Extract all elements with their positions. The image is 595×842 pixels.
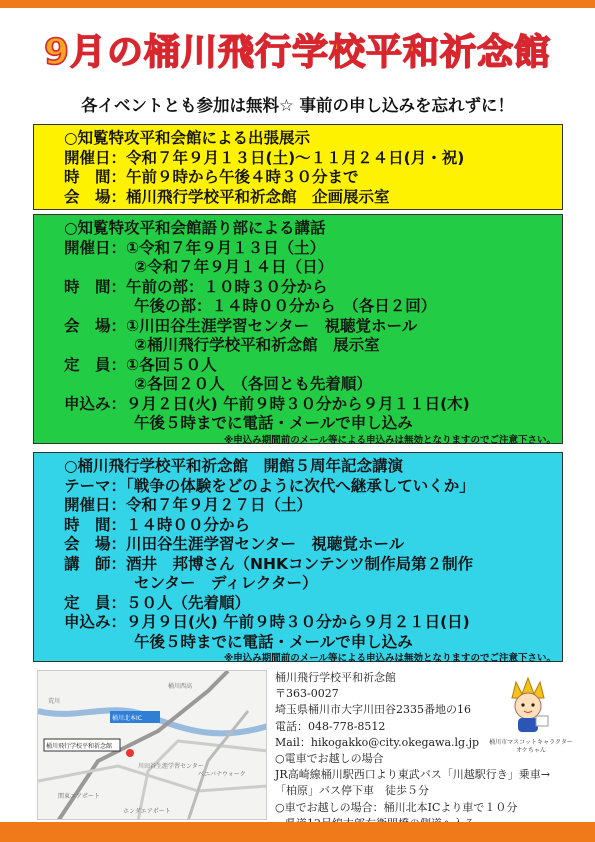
event-apply: 午後５時までに電話・メールで申し込み: [134, 632, 413, 651]
event-capacity: 定 員：①各回５０人: [64, 355, 217, 374]
event-exhibition-box: [33, 124, 563, 210]
event-capacity: 定 員：５０人（先着順）: [64, 593, 251, 612]
event-apply: 申込み：９月９日(火) 午前９時３０分から９月２１日(日): [64, 613, 470, 631]
bottom-accent-bar: [0, 822, 595, 842]
mascot-caption-line: 桶川市マスコットキャラクター: [489, 739, 573, 746]
event-venue: ②桶川飛行学校平和祈念館 展示室: [134, 336, 380, 354]
event-theme: テーマ：「戦争の体験をどのように次代へ継承していくか」: [64, 476, 475, 495]
access-map: [37, 670, 267, 820]
access-train-line1: JR高崎線桶川駅西口より東武バス「川越駅行き」乗車→: [275, 768, 550, 782]
event-date: 開催日：令和７年９月１３日(土)～１１月２４日(月・祝): [64, 148, 465, 167]
contact-mail[interactable]: Mail：hikogakko@city.okegawa.lg.jp: [275, 735, 480, 749]
event-venue: 会 場：桶川飛行学校平和祈念館 企画展示室: [64, 187, 390, 206]
access-train-line2: 「柏原」バス停下車 徒歩５分: [275, 784, 429, 798]
event-apply: 申込み：９月２日(火) 午前９時３０分から９月１１日(木): [64, 394, 470, 413]
event-speaker: センター ディレクター）: [134, 574, 318, 592]
mascot-caption: [486, 739, 576, 755]
map-label-ic: 桶川北本IC: [112, 715, 142, 722]
contact-phone: 電話：048-778-8512: [275, 719, 386, 733]
mascot-name: オケちゃん: [516, 747, 546, 754]
contact-address: 埼玉県桶川市大字川田谷2335番地の16: [275, 703, 471, 717]
event-time: 時 間：午前９時から午後４時３０分まで: [64, 168, 359, 186]
map-label-west: 桶川西高: [168, 683, 193, 690]
map-label-airport: ホンダエアポート: [123, 808, 171, 815]
page-title: 9月の桶川飛行学校平和祈念館: [43, 32, 552, 73]
map-label-museum: 桶川飛行学校平和祈念館: [46, 743, 113, 750]
map-label-fruit: ベニバナウォーク: [198, 771, 246, 778]
event-date: ②令和７年９月１４日（日）: [134, 258, 334, 276]
map-label-river: 荒川: [48, 698, 61, 705]
contact-name: 桶川飛行学校平和祈念館: [275, 671, 396, 684]
event-venue: 会 場：川田谷生涯学習センター 視聴覚ホール: [64, 535, 405, 553]
event-note: ※申込み期間前のメール等による申込みは無効となりますのでご注意下さい。: [223, 653, 556, 664]
event-speaker: 講 師：酒井 邦博さん（NHKコンテンツ制作局第２制作: [64, 554, 474, 573]
event-apply: 午後５時までに電話・メールで申し込み: [134, 414, 413, 432]
event-talk-box: [33, 214, 563, 444]
contact-postal: 〒363-0027: [275, 687, 339, 701]
event-capacity: ②各回２０人 （各回とも先着順）: [134, 375, 372, 393]
event-venue: 会 場：①川田谷生涯学習センター 視聴覚ホール: [64, 316, 418, 335]
event-time: 時 間：午前の部：１０時３０分から: [64, 277, 328, 296]
map-label-center: 川田谷生涯学習センター: [138, 763, 204, 770]
event-heading: ○知覧特攻平和会館語り部による講話: [64, 219, 326, 237]
event-note: ※申込み期間前のメール等による申込みは無効となりますのでご注意下さい。: [223, 434, 556, 446]
event-lecture-box: [33, 452, 563, 662]
event-heading: ○桶川飛行学校平和祈念館 開館５周年記念講演: [64, 457, 404, 475]
event-date: 開催日：令和７年９月２７日（土）: [64, 496, 313, 514]
access-train-heading: ○電車でお越しの場合: [275, 752, 384, 766]
access-car-line1: ○車でお越しの場合：桶川北本ICより車で１０分: [275, 800, 518, 814]
top-accent-bar: [0, 0, 595, 8]
map-label-hospital: 関東エアポート: [58, 793, 101, 800]
mascot-illustration: [498, 676, 558, 736]
event-heading: ○知覧特攻平和会館による出張展示: [64, 129, 311, 147]
event-date: 開催日：①令和７年９月１３日（土）: [64, 238, 326, 257]
page-subtitle: 各イベントとも参加は無料☆ 事前の申し込みを忘れずに！: [80, 96, 515, 115]
event-time: 時 間：１４時００分から: [64, 515, 251, 534]
event-time: 午後の部：１４時００分から （各日２回）: [134, 297, 437, 315]
